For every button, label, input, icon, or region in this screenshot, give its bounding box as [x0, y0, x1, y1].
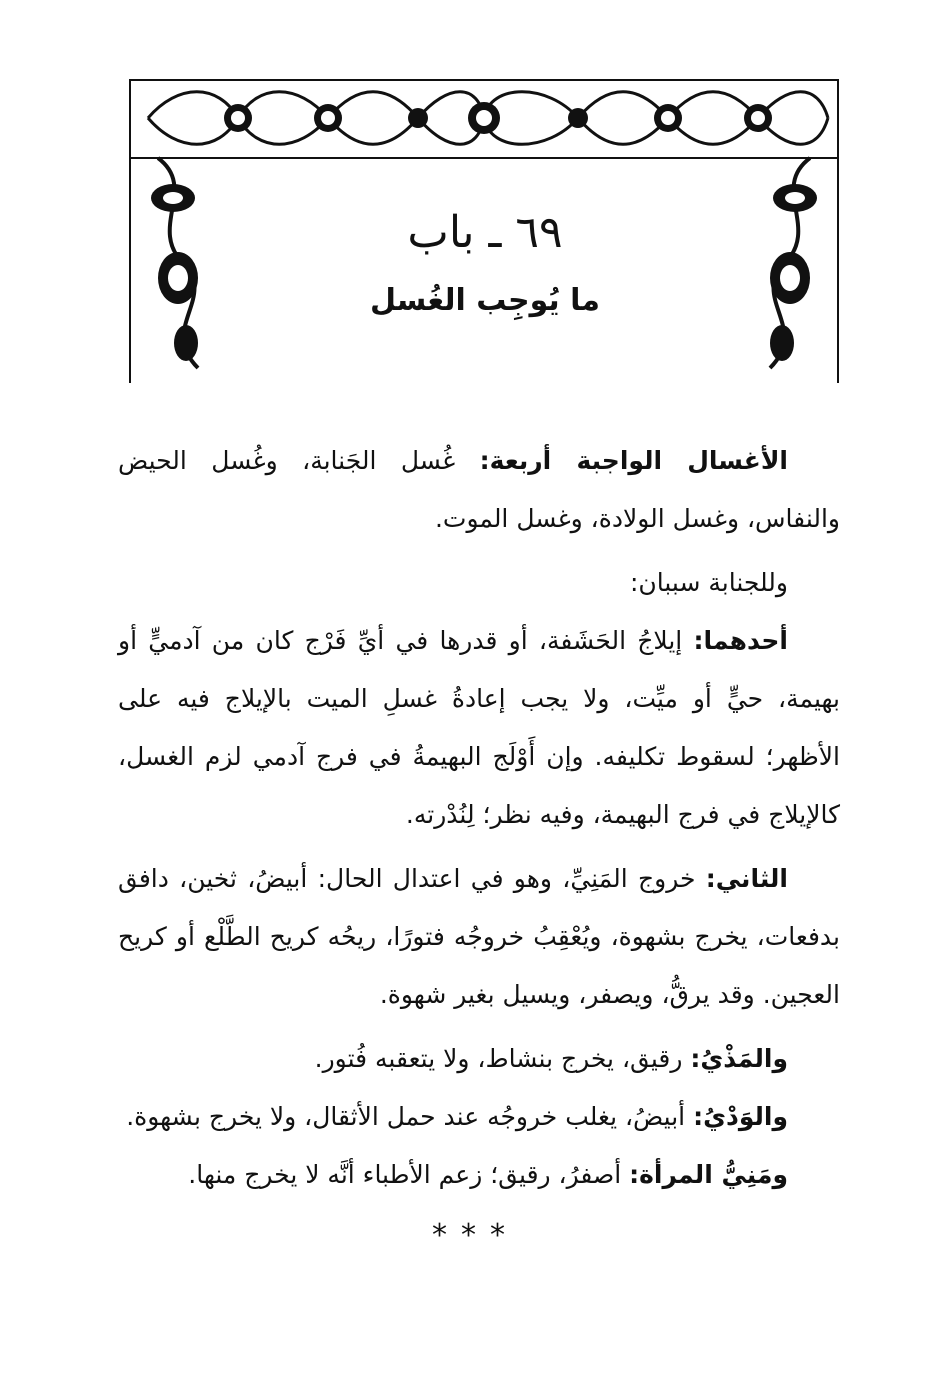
- chapter-heading: [300, 205, 670, 323]
- paragraph-text: أصفرُ، رقيق؛ زعم الأطباء أنَّه لا يخرج منها.: [188, 1160, 630, 1189]
- paragraph-text: وللجنابة سببان:: [629, 568, 788, 597]
- paragraph-lead: والمَذْيُ:: [690, 1044, 788, 1073]
- paragraph-text: أبيضُ، يغلب خروجُه عند حمل الأثقال، ولا يخرج بشهوة.: [126, 1102, 694, 1131]
- chapter-body: [118, 432, 840, 1204]
- paragraph: [118, 432, 840, 548]
- paragraph: [118, 850, 840, 1024]
- paragraph-text: إيلاجُ الحَشَفة، أو قدرها في أيِّ فَرْج كان من آدميٍّ أو بهيمة، حيٍّ أو ميِّت، ولا يجب إعادةُ غسلِ الميت بالإيلاج فيه على الأظهر؛ لسقوط تكليفه. وإن أَوْلَج البهيمةُ في فرج آدمي لزم الغسل، كالإيلاج في فرج البهيمة، وفيه نظر؛ لِنُدْرته.: [118, 626, 840, 829]
- chapter-title: ما يُوجِب الغُسل: [370, 283, 600, 318]
- paragraph: [118, 1146, 840, 1204]
- paragraph-text: رقيق، يخرج بنشاط، ولا يتعقبه فُتور.: [314, 1044, 691, 1073]
- paragraph: [118, 554, 840, 612]
- paragraph-text: خروج المَنِيِّ، وهو في اعتدال الحال: أبيضُ، ثخين، دافق بدفعات، يخرج بشهوة، ويُعْقِبُ خروجُه فتورًا، ريحُه كريح الطَّلْع أو كريح العجين. وقد يرقُّ، ويصفر، ويسيل بغير شهوة.: [118, 864, 840, 1009]
- paragraph: [118, 1088, 840, 1146]
- paragraph-text: غُسل الجَنابة، وغُسل الحيض والنفاس، وغسل الولادة، وغسل الموت.: [118, 446, 840, 533]
- chapter-number: ٦٩ ـ باب: [407, 207, 563, 258]
- paragraph-lead: ومَنِيُّ المرأة:: [629, 1160, 788, 1189]
- paragraph-lead: أحدهما:: [693, 626, 788, 655]
- section-separator: ***: [432, 1218, 519, 1253]
- paragraph: [118, 612, 840, 844]
- paragraph-lead: الأغسال الواجبة أربعة:: [479, 446, 788, 475]
- paragraph-lead: والوَدْيُ:: [693, 1102, 788, 1131]
- paragraph: [118, 1030, 840, 1088]
- paragraph-lead: الثاني:: [705, 864, 788, 893]
